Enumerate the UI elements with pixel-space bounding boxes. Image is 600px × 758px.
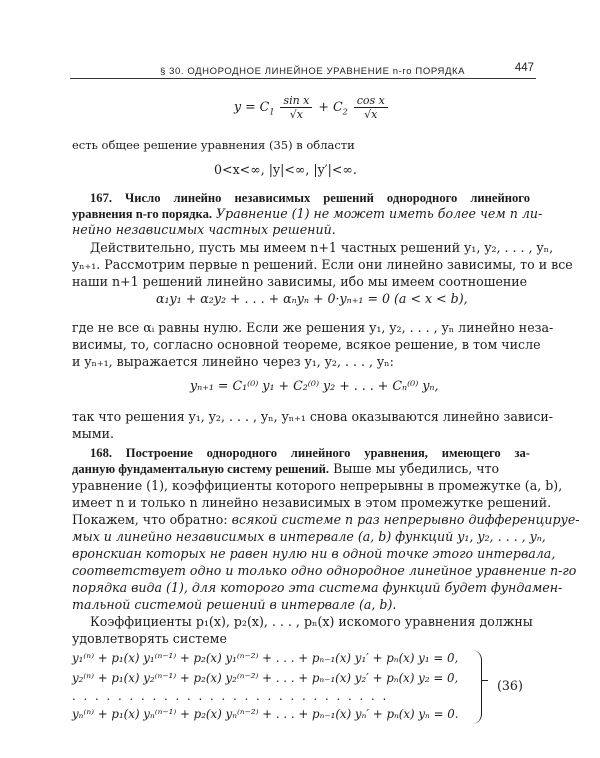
section-title: § 30. ОДНОРОДНОЕ ЛИНЕЙНОЕ УРАВНЕНИЕ n-го ПОРЯДКА xyxy=(160,66,466,77)
text-line: удовлетворять системе xyxy=(72,631,227,646)
system-ellipsis-row: . . . . . . . . . . . . . . . . . . . . . . . . . . . . xyxy=(72,689,389,703)
theorem-text: порядка вида (1), для которого эта система функций будет фундамен- xyxy=(72,580,563,595)
text-line: так что решения y₁, y₂, . . . , yₙ, yₙ₊₁ снова оказываются линейно зависи- xyxy=(72,409,554,424)
linear-combination-formula: yₙ₊₁ = C₁⁽⁰⁾ y₁ + C₂⁽⁰⁾ y₂ + . . . + Cₙ⁽⁰⁾ yₙ, xyxy=(190,378,439,393)
theorem-text: нейно независимых частных решений. xyxy=(72,222,336,237)
text-line: где не все αᵢ равны нулю. Если же решения y₁, y₂, . . . , yₙ линейно неза- xyxy=(72,320,554,335)
theorem-text: мых и линейно независимых в интервале (a, b) функций y₁, y₂, . . . , yₙ, xyxy=(72,529,546,544)
region-formula: 0<x<∞, |y|<∞, |y′|<∞. xyxy=(214,162,357,177)
section-167-heading-cont: уравнения n-го порядка. Уравнение (1) не может иметь более чем n ли- xyxy=(72,206,543,221)
linear-relation-formula: α₁y₁ + α₂y₂ + . . . + αₙyₙ + 0·yₙ₊₁ = 0 (a < x < b), xyxy=(156,291,468,306)
theorem-text: соответствует одно и только одно однородное линейное уравнение n-го xyxy=(72,563,577,578)
header-rule xyxy=(70,78,536,79)
general-solution-formula: $y = C_1$ $\frac{\text{sin x}}{√x}$ + $C_2$ $\frac{\text{cos x}}{√x}$ xyxy=(234,94,390,121)
text-line: yₙ₊₁. Рассмотрим первые n решений. Если они линейно зависимы, то и все xyxy=(72,257,573,272)
system-equation-n: yₙ⁽ⁿ⁾ + p₁(x) yₙ⁽ⁿ⁻¹⁾ + p₂(x) yₙ⁽ⁿ⁻²⁾ + . . . + pₙ₋₁(x) yₙ′ + pₙ(x) yₙ = 0. xyxy=(72,707,459,721)
section-167-heading: 167. Число линейно независимых решений однородного линейного xyxy=(90,191,530,205)
text-line: Коэффициенты p₁(x), p₂(x), . . . , pₙ(x) искомого уравнения должны xyxy=(90,614,533,629)
text-line: и yₙ₊₁, выражается линейно через y₁, y₂, . . . , yₙ: xyxy=(72,354,394,369)
theorem-text: вронскиан которых не равен нулю ни в одной точке этого интервала, xyxy=(72,546,556,561)
text-line: Действительно, пусть мы имеем n+1 частных решений y₁, y₂, . . . , yₙ, xyxy=(90,240,554,255)
text-line: уравнение (1), коэффициенты которого непрерывны в промежутке (a, b), xyxy=(72,478,563,493)
fraction-sin: $\frac{\text{sin x}}{√x}$ xyxy=(280,94,312,121)
page-number: 447 xyxy=(514,62,534,74)
equation-number: (36) xyxy=(497,678,523,693)
theorem-text: тальной системой решений в интервале (a, b). xyxy=(72,597,397,612)
system-equation-1: y₁⁽ⁿ⁾ + p₁(x) y₁⁽ⁿ⁻¹⁾ + p₂(x) y₁⁽ⁿ⁻²⁾ + . . . + pₙ₋₁(x) y₁′ + pₙ(x) y₁ = 0, xyxy=(72,651,459,665)
text-line: висимы, то, согласно основной теореме, всякое решение, в том числе xyxy=(72,337,541,352)
text-line: Покажем, что обратно: всякой системе n раз непрерывно дифференцируе- xyxy=(72,512,580,527)
text-line: мыми. xyxy=(72,426,115,441)
text-line: наши n+1 решений линейно зависимы, ибо мы имеем соотношение xyxy=(72,274,528,289)
section-168-heading-cont: данную фундаментальную систему решений. Выше мы убедились, что xyxy=(72,461,500,476)
right-brace xyxy=(471,650,482,724)
fraction-cos: $\frac{\text{cos x}}{√x}$ xyxy=(354,94,388,121)
text-line: имеет n и только n линейно независимых в этом промежутке решений. xyxy=(72,495,552,510)
system-equation-2: y₂⁽ⁿ⁾ + p₁(x) y₂⁽ⁿ⁻¹⁾ + p₂(x) y₂⁽ⁿ⁻²⁾ + . . . + pₙ₋₁(x) y₂′ + pₙ(x) y₂ = 0, xyxy=(72,671,459,685)
section-168-heading: 168. Построение однородного линейного уравнения, имеющего за- xyxy=(90,446,530,460)
text-line: есть общее решение уравнения (35) в области xyxy=(72,138,355,152)
